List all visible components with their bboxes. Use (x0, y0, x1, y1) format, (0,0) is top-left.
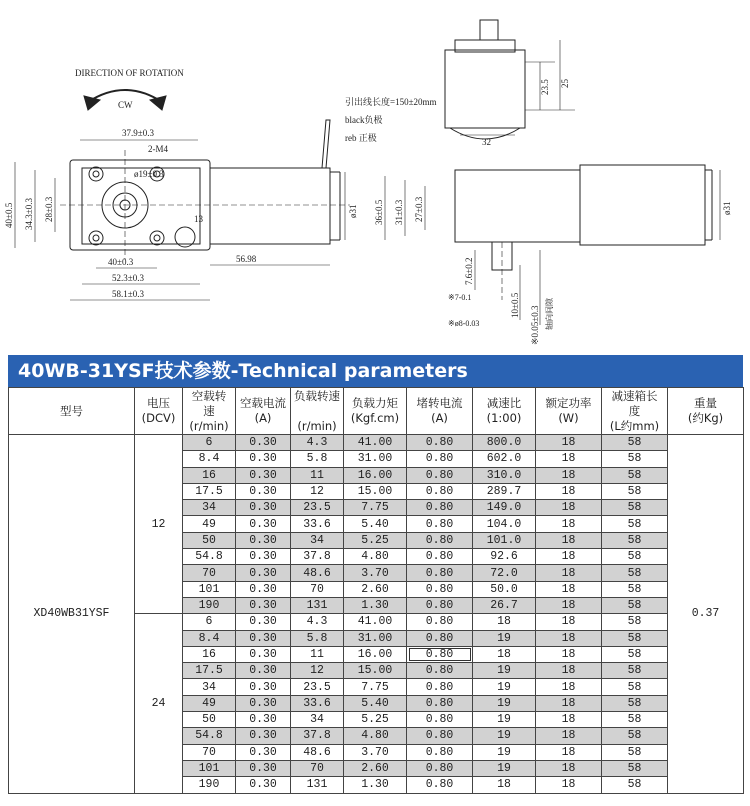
table-cell: 0.30 (236, 630, 291, 646)
table-cell: 58 (602, 467, 668, 483)
table-cell: 289.7 (473, 483, 536, 499)
table-cell: 18 (536, 728, 602, 744)
table-cell: 101 (183, 581, 236, 597)
table-cell: 19 (473, 695, 536, 711)
table-cell: 33.6 (291, 516, 344, 532)
table-cell: 0.80 (407, 597, 473, 613)
table-cell: 58 (602, 663, 668, 679)
table-cell: 54.8 (183, 728, 236, 744)
table-cell: 18 (536, 777, 602, 793)
table-cell: 0.30 (236, 549, 291, 565)
table-cell: 131 (291, 597, 344, 613)
header-load-torque: 负载力矩 (Kgf.cm) (344, 388, 407, 435)
table-cell: 0.30 (236, 483, 291, 499)
table-cell: 8.4 (183, 630, 236, 646)
table-cell: 16.00 (344, 646, 407, 662)
header-model: 型号 (9, 388, 135, 435)
table-cell: 41.00 (344, 614, 407, 630)
table-cell: 0.30 (236, 565, 291, 581)
table-cell: 0.80 (407, 646, 473, 662)
rotation-title: DIRECTION OF ROTATION (75, 68, 184, 78)
table-cell: 0.80 (407, 630, 473, 646)
table-cell: 0.30 (236, 500, 291, 516)
table-cell: 58 (602, 630, 668, 646)
header-voltage: 电压 (DCV) (135, 388, 183, 435)
table-cell: 19 (473, 663, 536, 679)
table-cell: 0.30 (236, 646, 291, 662)
table-cell: 18 (473, 646, 536, 662)
header-stall-current: 堵转电流 (A) (407, 388, 473, 435)
table-cell: 34 (183, 500, 236, 516)
table-cell: 58 (602, 695, 668, 711)
table-cell: 41.00 (344, 435, 407, 451)
table-cell: 4.80 (344, 728, 407, 744)
table-cell: 18 (473, 614, 536, 630)
table-cell: 19 (473, 630, 536, 646)
table-cell: 18 (536, 549, 602, 565)
parameters-banner: 40WB-31YSF技术参数-Technical parameters (8, 355, 743, 387)
table-cell: 18 (536, 483, 602, 499)
table-cell: 18 (536, 744, 602, 760)
technical-parameters-table (8, 387, 744, 794)
table-cell: 70 (183, 565, 236, 581)
table-cell: 37.8 (291, 549, 344, 565)
dim-axial-gap: 轴向间隙 (545, 298, 554, 330)
table-cell: 0.30 (236, 581, 291, 597)
table-cell: 70 (291, 581, 344, 597)
table-cell: 58 (602, 516, 668, 532)
voltage-cell: 12 (135, 435, 183, 614)
side-view-gearbox (455, 170, 580, 242)
table-cell: 92.6 (473, 549, 536, 565)
table-cell: 0.80 (407, 581, 473, 597)
table-cell: 15.00 (344, 483, 407, 499)
table-cell: 5.25 (344, 712, 407, 728)
front-view-motor (210, 168, 330, 244)
table-cell: 17.5 (183, 483, 236, 499)
table-cell: 0.30 (236, 614, 291, 630)
table-cell: 0.30 (236, 467, 291, 483)
dim-37-9: 37.9±0.3 (122, 128, 154, 138)
rotation-direction: CW (118, 100, 133, 110)
table-cell: 58 (602, 712, 668, 728)
table-cell: 18 (536, 663, 602, 679)
table-cell: 31.00 (344, 451, 407, 467)
dim-52-3: 52.3±0.3 (112, 273, 144, 283)
header-weight: 重量 (约Kg) (668, 388, 744, 435)
table-cell: 0.30 (236, 435, 291, 451)
header-rated-power: 额定功率 (W) (536, 388, 602, 435)
dim-7-6: 7.6±0.2 (464, 257, 474, 285)
side-view-motor (580, 165, 705, 245)
dim-8: ※ø8-0.03 (448, 319, 480, 328)
table-header-row (9, 388, 744, 435)
table-cell: 0.30 (236, 777, 291, 793)
table-cell: 18 (536, 630, 602, 646)
table-cell: 0.80 (407, 695, 473, 711)
table-cell: 18 (536, 516, 602, 532)
table-cell: 58 (602, 728, 668, 744)
note-lead-length: 引出线长度=150±20mm (345, 97, 437, 107)
table-cell: 50 (183, 532, 236, 548)
table-cell: 18 (536, 614, 602, 630)
table-cell: 0.80 (407, 565, 473, 581)
dim-0-05: ※0.05±0.3 (530, 305, 540, 345)
table-cell: 16 (183, 646, 236, 662)
dim-31: 31±0.3 (394, 199, 404, 225)
table-cell: 18 (536, 565, 602, 581)
note-red-positive: reb 正极 (345, 133, 377, 143)
header-gearbox-length: 减速箱长 度 (L约mm) (602, 388, 668, 435)
table-cell: 7.75 (344, 500, 407, 516)
weight-cell: 0.37 (668, 435, 744, 794)
table-cell: 190 (183, 597, 236, 613)
table-cell: 58 (602, 483, 668, 499)
table-cell: 58 (602, 581, 668, 597)
table-cell: 18 (536, 532, 602, 548)
table-cell: 6 (183, 614, 236, 630)
table-cell: 12 (291, 663, 344, 679)
table-cell: 31.00 (344, 630, 407, 646)
table-cell: 11 (291, 646, 344, 662)
table-cell: 58 (602, 549, 668, 565)
table-cell: 50 (183, 712, 236, 728)
dim-7-0: ※7-0.1 (448, 293, 472, 302)
dim-32: 32 (482, 137, 491, 147)
table-cell: 48.6 (291, 744, 344, 760)
table-cell: 58 (602, 532, 668, 548)
table-cell: 0.80 (407, 777, 473, 793)
table-cell: 23.5 (291, 679, 344, 695)
table-cell: 58 (602, 777, 668, 793)
table-cell: 58 (602, 679, 668, 695)
table-cell: 5.40 (344, 695, 407, 711)
dim-40: 40±0.5 (4, 202, 14, 228)
table-cell: 58 (602, 614, 668, 630)
table-cell: 0.80 (407, 435, 473, 451)
dim-25: 25 (560, 79, 570, 88)
table-cell: 34 (291, 532, 344, 548)
dim-27: 27±0.3 (414, 196, 424, 222)
table-cell: 0.30 (236, 597, 291, 613)
table-row (9, 435, 744, 451)
dim-28: 28±0.3 (44, 196, 54, 222)
voltage-cell: 24 (135, 614, 183, 793)
table-cell: 5.40 (344, 516, 407, 532)
table-cell: 0.30 (236, 663, 291, 679)
table-cell: 48.6 (291, 565, 344, 581)
table-cell: 18 (536, 581, 602, 597)
dim-10-5: 10±0.5 (510, 292, 520, 318)
table-body (9, 435, 744, 794)
table-cell: 101.0 (473, 532, 536, 548)
dim-56-98: 56.98 (236, 254, 257, 264)
dim-34-3: 34.3±0.3 (24, 198, 34, 230)
table-cell: 0.80 (407, 500, 473, 516)
table-cell: 5.8 (291, 451, 344, 467)
table-cell: 58 (602, 744, 668, 760)
table-cell: 0.80 (407, 516, 473, 532)
table-cell: 58 (602, 435, 668, 451)
table-cell: 0.80 (407, 679, 473, 695)
table-cell: 5.25 (344, 532, 407, 548)
table-cell: 1.30 (344, 597, 407, 613)
table-cell: 5.8 (291, 630, 344, 646)
table-cell: 131 (291, 777, 344, 793)
table-cell: 49 (183, 695, 236, 711)
table-cell: 34 (291, 712, 344, 728)
table-cell: 1.30 (344, 777, 407, 793)
table-cell: 58 (602, 451, 668, 467)
table-cell: 0.30 (236, 695, 291, 711)
table-cell: 0.80 (407, 744, 473, 760)
table-cell: 15.00 (344, 663, 407, 679)
table-cell: 18 (536, 760, 602, 776)
table-cell: 6 (183, 435, 236, 451)
table-cell: 4.80 (344, 549, 407, 565)
model-cell: XD40WB31YSF (9, 435, 135, 794)
table-cell: 2.60 (344, 760, 407, 776)
header-noload-speed: 空载转 速 (r/min) (183, 388, 236, 435)
table-cell: 58 (602, 760, 668, 776)
table-cell: 58 (602, 597, 668, 613)
table-cell: 16 (183, 467, 236, 483)
table-cell: 602.0 (473, 451, 536, 467)
table-cell: 4.3 (291, 614, 344, 630)
table-cell: 0.80 (407, 712, 473, 728)
table-cell: 3.70 (344, 565, 407, 581)
table-cell: 23.5 (291, 500, 344, 516)
dim-23-5: 23.5 (540, 79, 550, 95)
dim-58-1: 58.1±0.3 (112, 289, 144, 299)
table-cell: 0.80 (407, 467, 473, 483)
table-cell: 0.30 (236, 532, 291, 548)
table-cell: 0.80 (407, 728, 473, 744)
table-cell: 18 (536, 500, 602, 516)
dim-13: 13 (194, 214, 203, 224)
dim-36: 36±0.5 (374, 199, 384, 225)
table-cell: 34 (183, 679, 236, 695)
table-cell: 18 (536, 467, 602, 483)
note-black-negative: black负极 (345, 115, 383, 125)
table-cell: 800.0 (473, 435, 536, 451)
table-cell: 18 (536, 451, 602, 467)
table-cell: 18 (536, 712, 602, 728)
table-cell: 26.7 (473, 597, 536, 613)
table-cell: 33.6 (291, 695, 344, 711)
table-cell: 19 (473, 728, 536, 744)
table-cell: 18 (536, 695, 602, 711)
table-cell: 104.0 (473, 516, 536, 532)
table-cell: 18 (536, 435, 602, 451)
header-noload-current: 空载电流 (A) (236, 388, 291, 435)
table-cell: 18 (536, 597, 602, 613)
table-cell: 18 (473, 777, 536, 793)
table-cell: 310.0 (473, 467, 536, 483)
table-cell: 190 (183, 777, 236, 793)
table-cell: 70 (291, 760, 344, 776)
table-cell: 7.75 (344, 679, 407, 695)
table-cell: 0.30 (236, 760, 291, 776)
table-cell: 0.80 (407, 549, 473, 565)
table-cell: 0.30 (236, 744, 291, 760)
table-cell: 54.8 (183, 549, 236, 565)
table-cell: 0.80 (407, 483, 473, 499)
table-cell: 19 (473, 744, 536, 760)
table-cell: 17.5 (183, 663, 236, 679)
table-cell: 0.80 (407, 614, 473, 630)
table-cell: 2.60 (344, 581, 407, 597)
header-ratio: 减速比 (1:00) (473, 388, 536, 435)
table-cell: 58 (602, 500, 668, 516)
table-cell: 19 (473, 760, 536, 776)
table-cell: 0.80 (407, 760, 473, 776)
dim-40-03: 40±0.3 (108, 257, 134, 267)
table-cell: 19 (473, 712, 536, 728)
dim-2m4: 2-M4 (148, 144, 168, 154)
table-cell: 4.3 (291, 435, 344, 451)
table-cell: 0.30 (236, 516, 291, 532)
table-cell: 18 (536, 679, 602, 695)
table-cell: 18 (536, 646, 602, 662)
table-cell: 0.30 (236, 451, 291, 467)
table-cell: 58 (602, 646, 668, 662)
table-cell: 37.8 (291, 728, 344, 744)
dim-d31-b: ø31 (722, 201, 732, 215)
table-cell: 72.0 (473, 565, 536, 581)
table-cell: 11 (291, 467, 344, 483)
table-cell: 0.30 (236, 728, 291, 744)
table-cell: 0.80 (407, 532, 473, 548)
table-cell: 70 (183, 744, 236, 760)
top-view-body (445, 50, 525, 128)
table-cell: 0.30 (236, 712, 291, 728)
table-cell: 0.80 (407, 663, 473, 679)
table-cell: 12 (291, 483, 344, 499)
table-cell: 8.4 (183, 451, 236, 467)
technical-drawing (0, 0, 750, 352)
table-cell: 58 (602, 565, 668, 581)
table-cell: 19 (473, 679, 536, 695)
table-cell: 149.0 (473, 500, 536, 516)
table-cell: 0.80 (407, 451, 473, 467)
table-cell: 101 (183, 760, 236, 776)
table-cell: 49 (183, 516, 236, 532)
table-cell: 50.0 (473, 581, 536, 597)
table-cell: 3.70 (344, 744, 407, 760)
header-load-speed: 负载转速 (r/min) (291, 388, 344, 435)
dim-19: ø19±0.3 (134, 169, 164, 179)
table-cell: 16.00 (344, 467, 407, 483)
dim-d31-a: ø31 (348, 204, 358, 218)
table-cell: 0.30 (236, 679, 291, 695)
